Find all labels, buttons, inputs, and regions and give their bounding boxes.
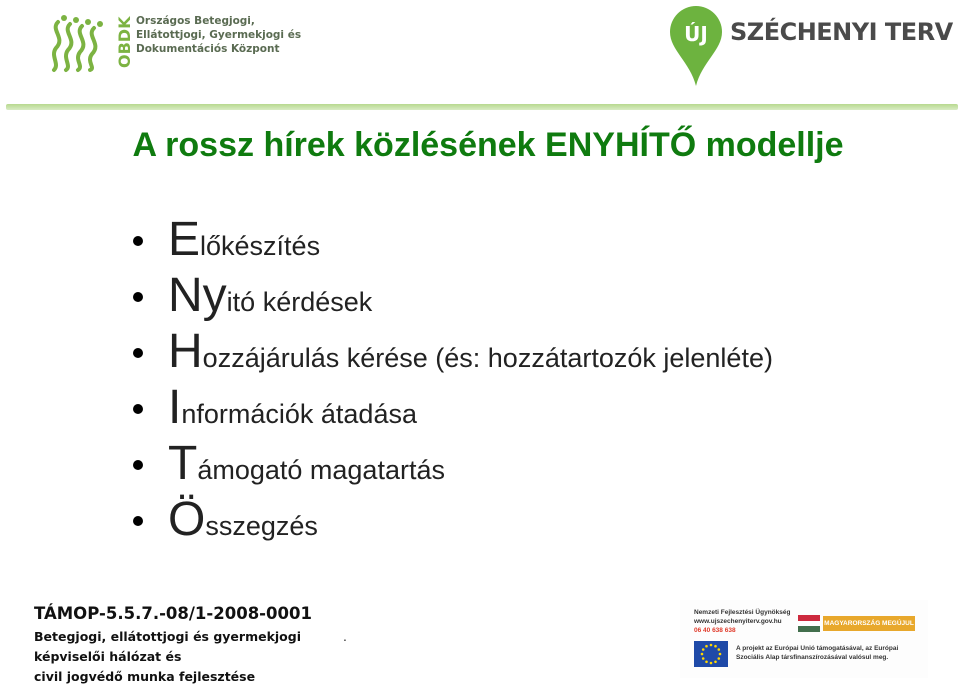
project-description-line: képviselői hálózat és (34, 649, 182, 664)
obdk-line: Ellátottjogi, Gyermekjogi és (136, 29, 302, 41)
bullet-icon (133, 516, 143, 526)
item-initial: T (168, 437, 198, 490)
slogan-banner: MAGYARORSZÁG MEGÚJUL (823, 616, 915, 631)
eu-funding-line: A projekt az Európai Unió támogatásával, az Európai (736, 645, 899, 652)
list-item (130, 268, 773, 324)
item-initial: Ö (168, 493, 206, 546)
acronym-list (130, 212, 773, 548)
agency-website: www.ujszechenyiterv.gov.hu (694, 618, 782, 625)
list-item (130, 380, 773, 436)
obdk-line: Dokumentációs Központ (136, 43, 280, 55)
slide-title: A rossz hírek közlésének ENYHÍTŐ modellje (132, 126, 844, 164)
project-description-line: civil jogvédő munka fejlesztése (34, 669, 256, 684)
project-description-line: Betegjogi, ellátottjogi és gyermekjogi (34, 629, 301, 644)
bullet-icon (133, 404, 143, 414)
list-item (130, 436, 773, 492)
list-item (130, 324, 773, 380)
eu-flag-icon (694, 641, 728, 667)
obdk-vertical-label: OBDK (115, 16, 134, 68)
szechenyi-terv-text: SZÉCHENYI TERV (730, 18, 953, 46)
item-initial: E (168, 213, 201, 266)
eu-funding-line: Szociális Alap társfinanszírozásával valósul meg. (736, 654, 889, 661)
agency-info (694, 608, 790, 635)
hungarian-flag-icon (798, 615, 820, 632)
bullet-icon (133, 292, 143, 302)
item-text: ozzájárulás kérése (és: hozzátartozók jelenléte) (202, 343, 773, 373)
bullet-icon (133, 236, 143, 246)
bullet-icon (133, 348, 143, 358)
item-initial: I (168, 381, 182, 434)
eu-funding-text (736, 644, 898, 662)
funding-badge (680, 600, 928, 678)
item-initial: H (168, 325, 203, 378)
item-text: ámogató magatartás (197, 455, 445, 485)
page-header (0, 0, 960, 100)
obdk-line: Országos Betegjogi, (136, 15, 255, 27)
header-divider (6, 104, 958, 110)
project-footer (34, 604, 312, 687)
agency-name: Nemzeti Fejlesztési Ügynökség (694, 609, 791, 616)
bullet-icon (133, 460, 143, 470)
agency-phone: 06 40 638 638 (694, 627, 736, 634)
obdk-name (136, 14, 301, 56)
szechenyi-terv-logo-icon (668, 4, 938, 90)
item-text: itó kérdések (226, 287, 373, 317)
item-text: nformációk átadása (181, 399, 417, 429)
list-item (130, 212, 773, 268)
uj-label: ÚJ (684, 22, 708, 46)
item-initial: Ny (168, 269, 227, 322)
item-text: sszegzés (205, 511, 318, 541)
item-text: lőkészítés (200, 231, 321, 261)
project-code: TÁMOP-5.5.7.-08/1-2008-0001 (34, 604, 312, 623)
stray-dot: . (343, 628, 347, 644)
list-item (130, 492, 773, 548)
